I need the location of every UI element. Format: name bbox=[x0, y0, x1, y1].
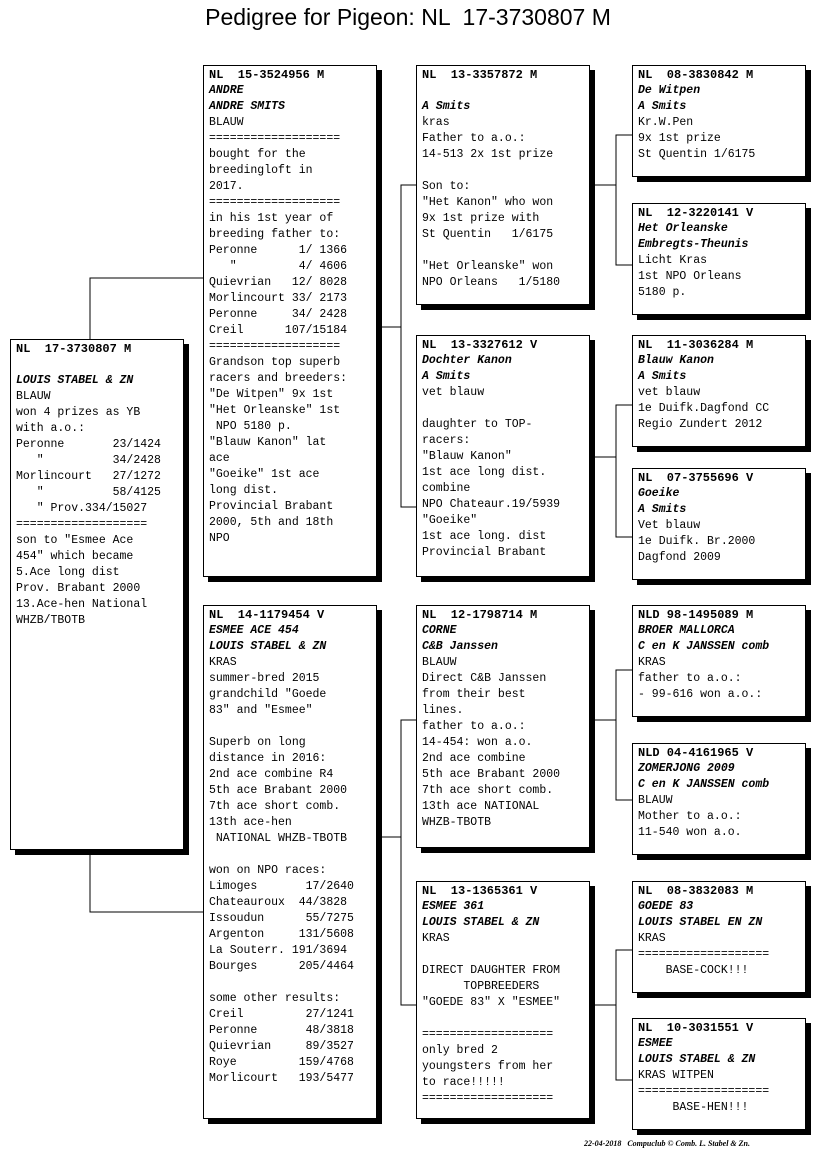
card-line: Blauw Kanon bbox=[638, 354, 714, 367]
card-line: in his 1st year of bbox=[209, 212, 334, 225]
card-line: Father to a.o.: bbox=[422, 132, 526, 145]
mmf-card bbox=[632, 881, 806, 993]
card-line: with a.o.: bbox=[16, 422, 86, 435]
card-line: Chateauroux 44/3828 bbox=[209, 896, 348, 909]
card-line: Roye 159/4768 bbox=[209, 1056, 354, 1069]
card-line: Limoges 17/2640 bbox=[209, 880, 354, 893]
card-line: 454" which became bbox=[16, 550, 134, 563]
card-line: LOUIS STABEL & ZN bbox=[16, 374, 134, 387]
card-line: combine bbox=[422, 482, 471, 495]
card-line: KRAS WITPEN bbox=[638, 1069, 714, 1082]
card-line: Son to: bbox=[422, 180, 471, 193]
card-line: St Quentin 1/6175 bbox=[638, 148, 756, 161]
card-line: 2000, 5th and 18th bbox=[209, 516, 334, 529]
card-line: St Quentin 1/6175 bbox=[422, 228, 554, 241]
card-line: 1e Duifk. Br.2000 bbox=[638, 535, 756, 548]
card-line: 14-454: won a.o. bbox=[422, 736, 533, 749]
card-line: kras bbox=[422, 116, 450, 129]
card-line: LOUIS STABEL & ZN bbox=[638, 1053, 756, 1066]
card-line: =================== bbox=[638, 948, 770, 961]
card-line: "Het Orleanske" won bbox=[422, 260, 554, 273]
card-line: A Smits bbox=[638, 370, 687, 383]
card-line: Quievrian 12/ 8028 bbox=[209, 276, 348, 289]
card-line: LOUIS STABEL & ZN bbox=[209, 640, 327, 653]
ring-number: NL 11-3036284 M bbox=[638, 338, 754, 352]
card-line: Peronne 23/1424 bbox=[16, 438, 161, 451]
card-line: NPO Orleans 1/5180 bbox=[422, 276, 561, 289]
card-line: ESMEE bbox=[638, 1037, 673, 1050]
card-line bbox=[209, 847, 371, 863]
card-line: grandchild "Goede bbox=[209, 688, 327, 701]
card-line: "Blauw Kanon" lat bbox=[209, 436, 327, 449]
card-line: Vet blauw bbox=[638, 519, 701, 532]
page-title: Pedigree for Pigeon: NL 17-3730807 M bbox=[205, 4, 611, 30]
card-line: 13th ace NATIONAL bbox=[422, 800, 540, 813]
card-line: Licht Kras bbox=[638, 254, 708, 267]
card-line: 13th ace-hen bbox=[209, 816, 292, 829]
card-line: 7th ace short comb. bbox=[422, 784, 554, 797]
card-line: Regio Zundert 2012 bbox=[638, 418, 763, 431]
card-line: Creil 107/15184 bbox=[209, 324, 348, 337]
card-line: Grandson top superb bbox=[209, 356, 341, 369]
card-line: Peronne 48/3818 bbox=[209, 1024, 354, 1037]
ring-number: NL 15-3524956 M bbox=[209, 68, 325, 82]
card-line: =================== bbox=[209, 132, 341, 145]
ring-number: NL 13-3327612 V bbox=[422, 338, 538, 352]
card-line: won on NPO races: bbox=[209, 864, 327, 877]
card-line: A Smits bbox=[422, 100, 471, 113]
card-line: Peronne 1/ 1366 bbox=[209, 244, 348, 257]
card-line: breeding father to: bbox=[209, 228, 341, 241]
ring-number: NL 12-1798714 M bbox=[422, 608, 538, 622]
card-line: KRAS bbox=[638, 656, 666, 669]
card-line: ESMEE ACE 454 bbox=[209, 624, 299, 637]
card-line: BLAUW bbox=[638, 794, 673, 807]
footer-credit: Compuclub © Comb. L. Stabel & Zn. bbox=[627, 1139, 750, 1148]
card-line: "Het Kanon" who won bbox=[422, 196, 554, 209]
ring-number: NL 12-3220141 V bbox=[638, 206, 754, 220]
mff-card bbox=[632, 605, 806, 717]
card-line: father to a.o.: bbox=[422, 720, 526, 733]
card-line: A Smits bbox=[638, 100, 687, 113]
card-line: 5th ace Brabant 2000 bbox=[209, 784, 348, 797]
card-line: - 99-616 won a.o.: bbox=[638, 688, 763, 701]
card-line bbox=[209, 719, 371, 735]
card-line: "De Witpen" 9x 1st bbox=[209, 388, 334, 401]
card-line: 1st ace long dist. bbox=[422, 466, 547, 479]
card-line: ANDRE bbox=[209, 84, 244, 97]
footer-date: 22-04-2018 bbox=[584, 1139, 622, 1148]
card-line: 1st NPO Orleans bbox=[638, 270, 742, 283]
card-line: C&B Janssen bbox=[422, 640, 498, 653]
card-line: summer-bred 2015 bbox=[209, 672, 320, 685]
card-line: "Goeike" 1st ace bbox=[209, 468, 320, 481]
card-line: Morlincourt 33/ 2173 bbox=[209, 292, 348, 305]
fmf-card bbox=[632, 335, 806, 447]
card-line: 5180 p. bbox=[638, 286, 687, 299]
card-line: CORNE bbox=[422, 624, 457, 637]
card-line: =================== bbox=[209, 196, 341, 209]
card-line bbox=[422, 947, 584, 963]
ring-number: NL 13-3357872 M bbox=[422, 68, 538, 82]
card-line: 9x 1st prize bbox=[638, 132, 721, 145]
subject-pigeon-card bbox=[10, 339, 184, 850]
card-line: Bourges 205/4464 bbox=[209, 960, 354, 973]
card-line: some other results: bbox=[209, 992, 341, 1005]
card-line: father to a.o.: bbox=[638, 672, 742, 685]
card-line: TOPBREEDERS bbox=[422, 980, 540, 993]
mmm-card bbox=[632, 1018, 806, 1130]
card-line: Argenton 131/5608 bbox=[209, 928, 354, 941]
card-line: Het Orleanske bbox=[638, 222, 728, 235]
card-line: Morlincourt 27/1272 bbox=[16, 470, 161, 483]
card-line bbox=[422, 163, 584, 179]
card-line: De Witpen bbox=[638, 84, 701, 97]
card-line: NPO Chateaur.19/5939 bbox=[422, 498, 561, 511]
card-line: GOEDE 83 bbox=[638, 900, 694, 913]
card-line: NATIONAL WHZB-TBOTB bbox=[209, 832, 348, 845]
card-line: " Prov.334/15027 bbox=[16, 502, 148, 515]
card-line: KRAS bbox=[422, 932, 450, 945]
card-line: BROER MALLORCA bbox=[638, 624, 735, 637]
card-line: " 34/2428 bbox=[16, 454, 161, 467]
card-line: ANDRE SMITS bbox=[209, 100, 285, 113]
card-line: 7th ace short comb. bbox=[209, 800, 341, 813]
card-line: Superb on long bbox=[209, 736, 306, 749]
card-line: from their best bbox=[422, 688, 526, 701]
card-line: bought for the bbox=[209, 148, 306, 161]
card-line: "Blauw Kanon" bbox=[422, 450, 512, 463]
card-line: =================== bbox=[422, 1092, 554, 1105]
card-line bbox=[209, 975, 371, 991]
card-line bbox=[16, 357, 178, 373]
card-line: " 58/4125 bbox=[16, 486, 161, 499]
card-line: C en K JANSSEN comb bbox=[638, 778, 770, 791]
footer bbox=[584, 1139, 750, 1148]
card-line: youngsters from her bbox=[422, 1060, 554, 1073]
card-line: BASE-HEN!!! bbox=[638, 1101, 749, 1114]
card-line: to race!!!!! bbox=[422, 1076, 505, 1089]
card-line: BLAUW bbox=[209, 116, 244, 129]
card-line: Issoudun 55/7275 bbox=[209, 912, 354, 925]
ring-number: NL 14-1179454 V bbox=[209, 608, 325, 622]
card-line: Provincial Brabant bbox=[422, 546, 547, 559]
card-line: DIRECT DAUGHTER FROM bbox=[422, 964, 561, 977]
card-line: Mother to a.o.: bbox=[638, 810, 742, 823]
card-line: Direct C&B Janssen bbox=[422, 672, 547, 685]
card-line bbox=[422, 83, 584, 99]
card-line: Prov. Brabant 2000 bbox=[16, 582, 141, 595]
card-line: "Het Orleanske" 1st bbox=[209, 404, 341, 417]
card-line bbox=[422, 243, 584, 259]
card-line: =================== bbox=[422, 1028, 554, 1041]
card-line: La Souterr. 191/3694 bbox=[209, 944, 348, 957]
card-line: 83" and "Esmee" bbox=[209, 704, 313, 717]
card-line: lines. bbox=[422, 704, 464, 717]
card-line: racers and breeders: bbox=[209, 372, 348, 385]
card-line: distance in 2016: bbox=[209, 752, 327, 765]
card-line: Dochter Kanon bbox=[422, 354, 512, 367]
card-line: "Goeike" bbox=[422, 514, 478, 527]
mfm-card bbox=[632, 743, 806, 855]
card-line: Provincial Brabant bbox=[209, 500, 334, 513]
card-line: Goeike bbox=[638, 487, 680, 500]
ring-number: NL 13-1365361 V bbox=[422, 884, 538, 898]
ffm-card bbox=[632, 203, 806, 315]
card-line: 5th ace Brabant 2000 bbox=[422, 768, 561, 781]
card-line: Morlicourt 193/5477 bbox=[209, 1072, 354, 1085]
mother-card bbox=[203, 605, 377, 1119]
father-father-card bbox=[416, 65, 590, 305]
card-line: long dist. bbox=[209, 484, 279, 497]
card-line: 9x 1st prize with bbox=[422, 212, 540, 225]
mother-mother-card bbox=[416, 881, 590, 1119]
card-line: NPO 5180 p. bbox=[209, 420, 292, 433]
card-line: 1e Duifk.Dagfond CC bbox=[638, 402, 770, 415]
card-line: BLAUW bbox=[16, 390, 51, 403]
ring-number: NL 07-3755696 V bbox=[638, 471, 754, 485]
ring-number: NL 10-3031551 V bbox=[638, 1021, 754, 1035]
card-line: Quievrian 89/3527 bbox=[209, 1040, 354, 1053]
ring-number: NL 08-3832083 M bbox=[638, 884, 754, 898]
card-line: BASE-COCK!!! bbox=[638, 964, 749, 977]
card-line: Dagfond 2009 bbox=[638, 551, 721, 564]
card-line: LOUIS STABEL EN ZN bbox=[638, 916, 763, 929]
card-line: "GOEDE 83" X "ESMEE" bbox=[422, 996, 561, 1009]
card-line: =================== bbox=[638, 1085, 770, 1098]
card-line: " 4/ 4606 bbox=[209, 260, 348, 273]
father-mother-card bbox=[416, 335, 590, 577]
card-line: LOUIS STABEL & ZN bbox=[422, 916, 540, 929]
card-line: BLAUW bbox=[422, 656, 457, 669]
card-line: 1st ace long. dist bbox=[422, 530, 547, 543]
card-line: ace bbox=[209, 452, 230, 465]
card-line: Peronne 34/ 2428 bbox=[209, 308, 348, 321]
card-line: KRAS bbox=[209, 656, 237, 669]
card-line bbox=[422, 401, 584, 417]
ring-number: NL 08-3830842 M bbox=[638, 68, 754, 82]
card-line: 13.Ace-hen National bbox=[16, 598, 148, 611]
card-line: only bred 2 bbox=[422, 1044, 498, 1057]
ring-number: NL 17-3730807 M bbox=[16, 342, 132, 356]
card-line: 2017. bbox=[209, 180, 244, 193]
card-line: breedingloft in bbox=[209, 164, 313, 177]
card-line: A Smits bbox=[638, 503, 687, 516]
card-line: =================== bbox=[209, 340, 341, 353]
card-line: daughter to TOP- bbox=[422, 418, 533, 431]
card-line: KRAS bbox=[638, 932, 666, 945]
card-line: NPO bbox=[209, 532, 230, 545]
card-line: vet blauw bbox=[638, 386, 701, 399]
father-card bbox=[203, 65, 377, 577]
card-line: ESMEE 361 bbox=[422, 900, 485, 913]
card-line: vet blauw bbox=[422, 386, 485, 399]
ring-number: NLD 04-4161965 V bbox=[638, 746, 754, 760]
card-line: 11-540 won a.o. bbox=[638, 826, 742, 839]
card-line: C en K JANSSEN comb bbox=[638, 640, 770, 653]
fff-card bbox=[632, 65, 806, 177]
card-line: Kr.W.Pen bbox=[638, 116, 694, 129]
card-line: =================== bbox=[16, 518, 148, 531]
card-line: Embregts-Theunis bbox=[638, 238, 749, 251]
card-line: Creil 27/1241 bbox=[209, 1008, 354, 1021]
card-line: WHZB/TBOTB bbox=[16, 614, 86, 627]
card-line: 2nd ace combine bbox=[422, 752, 526, 765]
card-line: 2nd ace combine R4 bbox=[209, 768, 334, 781]
mother-father-card bbox=[416, 605, 590, 848]
card-line: ZOMERJONG 2009 bbox=[638, 762, 735, 775]
card-line: son to "Esmee Ace bbox=[16, 534, 134, 547]
card-line: WHZB-TBOTB bbox=[422, 816, 492, 829]
card-line: A Smits bbox=[422, 370, 471, 383]
card-line: won 4 prizes as YB bbox=[16, 406, 141, 419]
card-line: racers: bbox=[422, 434, 471, 447]
card-line: 14-513 2x 1st prize bbox=[422, 148, 554, 161]
card-line: 5.Ace long dist bbox=[16, 566, 120, 579]
card-line bbox=[422, 1011, 584, 1027]
fmm-card bbox=[632, 468, 806, 580]
ring-number: NLD 98-1495089 M bbox=[638, 608, 754, 622]
